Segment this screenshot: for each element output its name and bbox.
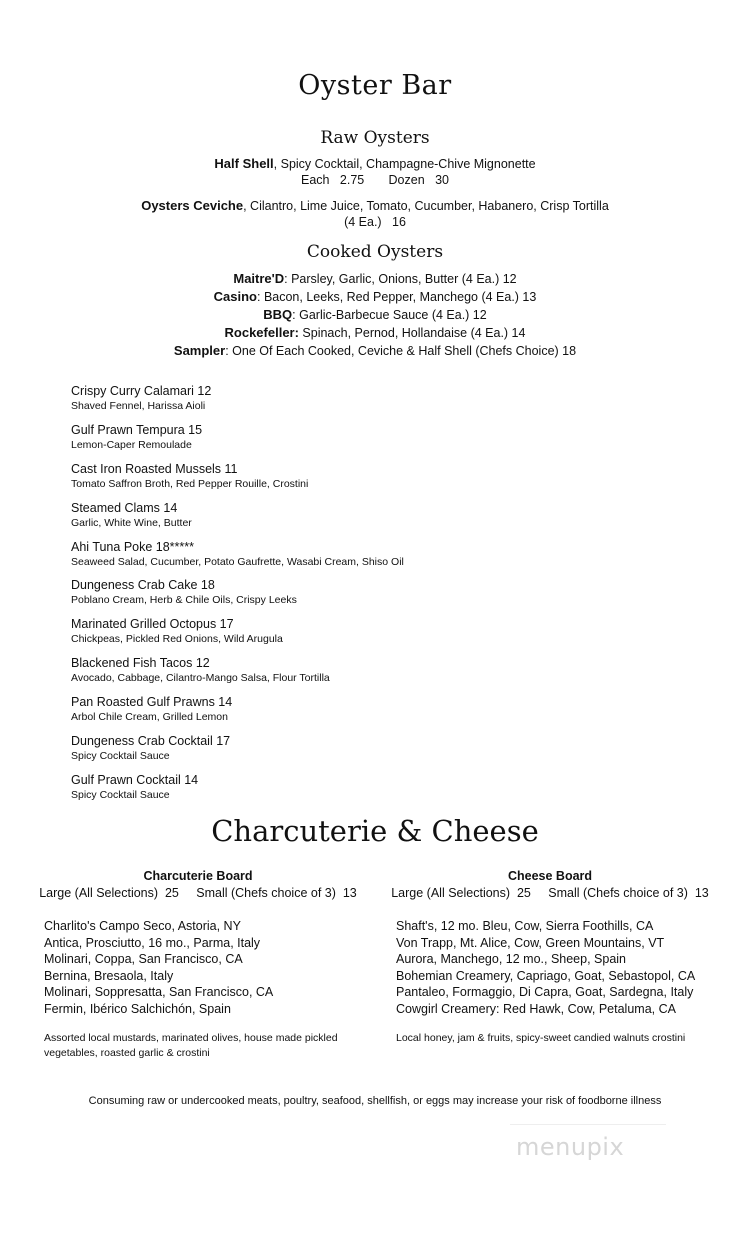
cheese-item: Von Trapp, Mt. Alice, Cow, Green Mountains, VT [396, 935, 665, 950]
ceviche-name: Oysters Ceviche [141, 198, 244, 213]
menu-item [71, 461, 671, 500]
cheese-item: Bohemian Creamery, Capriago, Goat, Sebastopol, CA [396, 968, 696, 983]
menu-item [71, 655, 671, 694]
cooked-item-desc: Spinach, Pernod, Hollandaise (4 Ea.) 14 [298, 326, 526, 340]
cooked-oysters-title: Cooked Oysters [306, 242, 444, 262]
cooked-item-name: Maitre'D [233, 271, 285, 286]
menu-item-desc: Lemon-Caper Remoulade [71, 438, 192, 451]
charcuterie-sizes: Large (All Selections) 25 Small (Chefs choice of 3) 13 [39, 886, 357, 900]
menu-item-desc: Chickpeas, Pickled Red Onions, Wild Arugula [71, 633, 283, 646]
small-plates-list [71, 383, 671, 811]
menu-item-name: Steamed Clams 14 [71, 500, 178, 515]
cheese-item: Shaft's, 12 mo. Bleu, Cow, Sierra Foothills, CA [396, 919, 654, 933]
cheese-note: Local honey, jam & fruits, spicy-sweet candied walnuts crostini [396, 1032, 686, 1044]
cooked-item-desc: : Garlic-Barbecue Sauce (4 Ea.) 12 [292, 308, 487, 322]
menu-item-name: Gulf Prawn Tempura 15 [71, 422, 203, 437]
menu-item-desc: Spicy Cocktail Sauce [71, 788, 170, 801]
menu-item [71, 539, 671, 578]
charcuterie-heading: Charcuterie Board [143, 869, 253, 883]
charcuterie-item: Molinari, Soppresatta, San Francisco, CA [44, 985, 274, 999]
cheese-sizes: Large (All Selections) 25 Small (Chefs choice of 3) 13 [391, 886, 709, 900]
menu-item [71, 694, 671, 733]
cooked-item-name: Sampler [173, 343, 226, 358]
raw-oysters-title: Raw Oysters [320, 128, 430, 148]
menu-item [71, 383, 671, 422]
charcuterie-board [28, 868, 368, 1061]
menu-item-desc: Poblano Cream, Herb & Chile Oils, Crispy Leeks [71, 594, 297, 607]
menu-item-name: Pan Roasted Gulf Prawns 14 [71, 695, 233, 710]
cooked-item-name: Casino [213, 289, 257, 304]
charcuterie-item: Antica, Prosciutto, 16 mo., Parma, Italy [44, 935, 261, 950]
menu-item-desc: Seaweed Salad, Cucumber, Potato Gaufrette, Wasabi Cream, Shiso Oil [71, 555, 404, 568]
cheese-heading: Cheese Board [507, 869, 593, 883]
menu-item [71, 772, 671, 811]
half-shell-line [0, 156, 750, 171]
charcuterie-item: Charlito's Campo Seco, Astoria, NY [44, 919, 241, 933]
charcuterie-note: Assorted local mustards, marinated olives, house made pickled vegetables, roasted garlic & crostini [44, 1032, 338, 1059]
charcuterie-list [28, 918, 368, 1017]
menu-item-name: Marinated Grilled Octopus 17 [71, 617, 234, 632]
foodborne-illness-disclaimer: Consuming raw or undercooked meats, poultry, seafood, shellfish, or eggs may increase your risk of foodborne illness [88, 1095, 662, 1107]
ceviche-desc: , Cilantro, Lime Juice, Tomato, Cucumber, Habanero, Crisp Tortilla [243, 199, 609, 213]
cooked-item-desc: : Bacon, Leeks, Red Pepper, Manchego (4 Ea.) 13 [257, 290, 537, 304]
menu-item [71, 733, 671, 772]
cheese-item: Pantaleo, Formaggio, Di Capra, Goat, Sardegna, Italy [396, 985, 694, 999]
cooked-item [0, 271, 750, 286]
menu-item-name: Blackened Fish Tacos 12 [71, 656, 210, 671]
cooked-item [0, 307, 750, 322]
menu-item [71, 577, 671, 616]
menu-item-name: Dungeness Crab Cocktail 17 [71, 734, 231, 749]
menu-item-desc: Garlic, White Wine, Butter [71, 516, 192, 529]
menu-item-name: Cast Iron Roasted Mussels 11 [71, 461, 238, 476]
menu-item-desc: Avocado, Cabbage, Cilantro-Mango Salsa, Flour Tortilla [71, 672, 330, 685]
half-shell-name: Half Shell [214, 156, 274, 171]
half-shell-desc: , Spicy Cocktail, Champagne-Chive Mignonette [273, 157, 536, 171]
menu-item-desc: Spicy Cocktail Sauce [71, 750, 170, 763]
cheese-board [380, 868, 720, 1046]
cooked-item-name: BBQ [263, 307, 293, 322]
menupix-watermark: menupix [516, 1133, 625, 1161]
menu-item-name: Dungeness Crab Cake 18 [71, 578, 215, 593]
menu-item-desc: Arbol Chile Cream, Grilled Lemon [71, 711, 228, 724]
ceviche-line [0, 198, 750, 213]
cooked-item [0, 343, 750, 358]
cheese-list [380, 918, 720, 1017]
cooked-item [0, 289, 750, 304]
charcuterie-item: Bernina, Bresaola, Italy [44, 968, 174, 983]
cooked-item-desc: : Parsley, Garlic, Onions, Butter (4 Ea.) 12 [284, 272, 517, 286]
menu-item-name: Ahi Tuna Poke 18***** [71, 539, 195, 554]
oyster-bar-title: Oyster Bar [298, 70, 452, 101]
cheese-item: Aurora, Manchego, 12 mo., Sheep, Spain [396, 952, 627, 966]
cooked-item-desc: : One Of Each Cooked, Ceviche & Half Shell (Chefs Choice) 18 [225, 344, 577, 358]
menu-item-name: Crispy Curry Calamari 12 [71, 384, 212, 398]
menu-item [71, 422, 671, 461]
cheese-item: Cowgirl Creamery: Red Hawk, Cow, Petaluma, CA [396, 1001, 676, 1016]
menu-item [71, 500, 671, 539]
charcuterie-item: Molinari, Coppa, San Francisco, CA [44, 952, 243, 966]
cooked-item-name: Rockefeller: [224, 325, 299, 340]
menu-item [71, 616, 671, 655]
cooked-item [0, 325, 750, 340]
charcuterie-cheese-title: Charcuterie & Cheese [211, 814, 539, 848]
menu-item-desc: Tomato Saffron Broth, Red Pepper Rouille, Crostini [71, 477, 309, 490]
charcuterie-item: Fermin, Ibérico Salchichón, Spain [44, 1001, 231, 1016]
ceviche-price: (4 Ea.) 16 [344, 215, 406, 229]
menu-item-desc: Shaved Fennel, Harissa Aioli [71, 400, 206, 412]
half-shell-price: Each 2.75 Dozen 30 [300, 173, 449, 187]
menu-item-name: Gulf Prawn Cocktail 14 [71, 772, 199, 787]
